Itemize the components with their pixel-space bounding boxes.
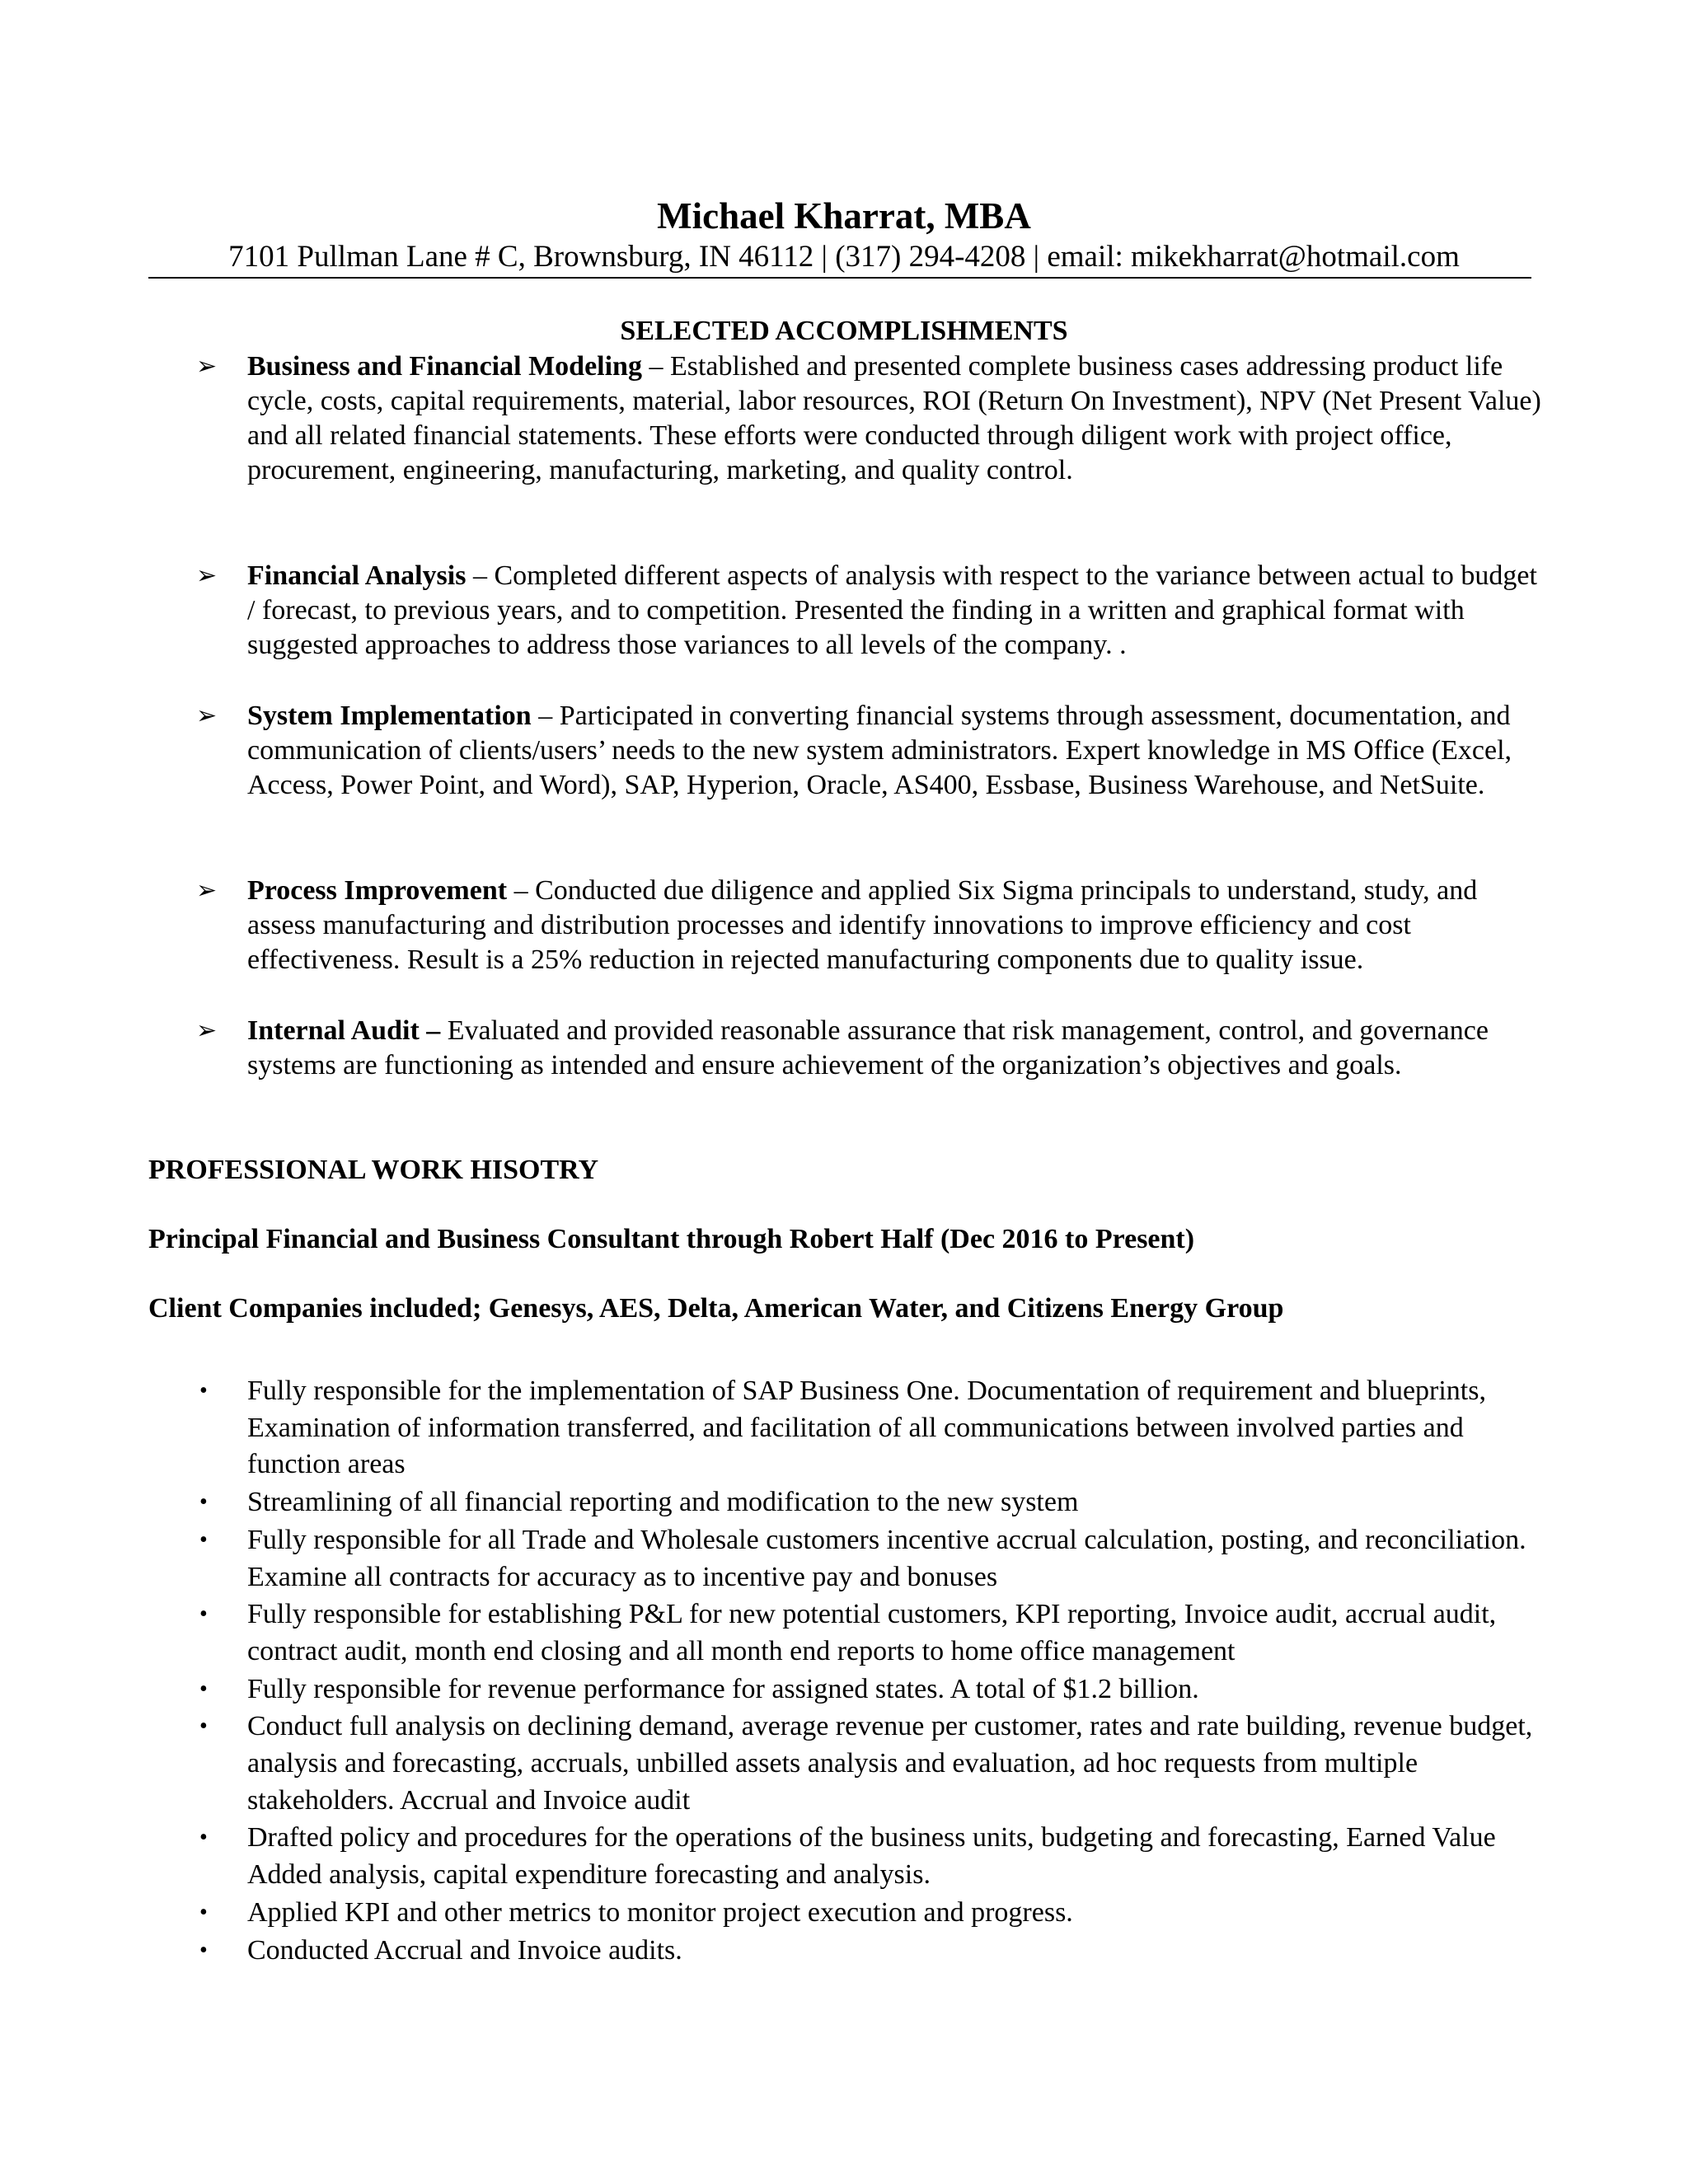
dot-bullet-icon: •: [199, 1601, 208, 1628]
accomplishment-item: [196, 699, 1541, 803]
accomplishment-text: Evaluated and provided reasonable assurance that risk management, control, and governance systems are functioning as intended and ensure achievement of the organization’s objectives and goals.: [247, 1015, 1489, 1080]
arrow-bullet-icon: ➢: [196, 353, 218, 380]
list-item: • Applied KPI and other metrics to monitor project execution and progress.: [247, 1895, 1541, 1932]
list-item: • Streamlining of all financial reporting and modification to the new system: [247, 1484, 1541, 1521]
work-bullet-list: [199, 1373, 1541, 1970]
arrow-bullet-icon: ➢: [196, 1017, 218, 1044]
accomplishment-item: [196, 1014, 1541, 1083]
accomplishment-text: – Completed different aspects of analysis with respect to the variance between actual to budget / forecast, to previous years, and to competition. Presented the finding in a written and graphical format with suggested approaches to address those variances to all levels of the company. .: [247, 560, 1537, 660]
dot-bullet-icon: •: [199, 1675, 208, 1702]
list-item: • Fully responsible for revenue performance for assigned states. A total of $1.2 billion.: [247, 1671, 1541, 1708]
candidate-name: Michael Kharrat, MBA: [657, 195, 1031, 237]
accomplishment-item: [196, 559, 1541, 663]
accomplishment-text: – Participated in converting financial systems through assessment, documentation, and communication of clients/users’ needs to the new system administrators. Expert knowledge in MS Office (Excel, Access, Power Point, and Word), SAP, Hyperion, Oracle, AS400, Essbase, Business Warehouse, and NetSuite.: [247, 701, 1512, 800]
accomplishment-heading: System Implementation: [247, 701, 532, 731]
accomplishment-heading: Internal Audit –: [247, 1015, 441, 1046]
contact-line: 7101 Pullman Lane # C, Brownsburg, IN 46112 | (317) 294-4208 | email: mikekharrat@hotmail.com: [228, 240, 1460, 274]
arrow-bullet-icon: ➢: [196, 562, 218, 589]
dot-bullet-icon: •: [199, 1937, 208, 1963]
list-item: • Fully responsible for all Trade and Wholesale customers incentive accrual calculation, posting, and reconciliation. Examine all contracts for accuracy as to incentive pay and bonuses: [247, 1522, 1541, 1596]
arrow-bullet-icon: ➢: [196, 877, 218, 904]
accomplishment-heading: Financial Analysis: [247, 560, 467, 591]
dot-bullet-icon: •: [199, 1489, 208, 1516]
accomplishment-heading: Business and Financial Modeling: [247, 351, 642, 382]
dot-bullet-icon: •: [199, 1526, 208, 1553]
accomplishment-heading: Process Improvement: [247, 875, 508, 906]
accomplishment-item: [196, 874, 1541, 977]
header-divider: [148, 277, 1531, 279]
dot-bullet-icon: •: [199, 1825, 208, 1851]
client-companies: Client Companies included; Genesys, AES, Delta, American Water, and Citizens Energy Group: [148, 1293, 1284, 1324]
position-title: Principal Financial and Business Consultant through Robert Half (Dec 2016 to Present): [148, 1224, 1195, 1254]
dot-bullet-icon: •: [199, 1713, 208, 1740]
dot-bullet-icon: •: [199, 1899, 208, 1925]
arrow-bullet-icon: ➢: [196, 702, 218, 729]
list-item: • Drafted policy and procedures for the operations of the business units, budgeting and forecasting, Earned Value Added analysis, capital expenditure forecasting and analysis.: [247, 1820, 1541, 1893]
list-item: • Fully responsible for establishing P&L for new potential customers, KPI reporting, Invoice audit, accrual audit, contract audit, month end closing and all month end reports to home office management: [247, 1596, 1541, 1670]
list-item: • Fully responsible for the implementation of SAP Business One. Documentation of requirement and blueprints, Examination of information transferred, and facilitation of all communications between involved parties and function areas: [247, 1373, 1541, 1483]
list-item: • Conduct full analysis on declining demand, average revenue per customer, rates and rate building, revenue budget, analysis and forecasting, accruals, unbilled assets analysis and evaluation, ad hoc requests from multiple stakeholders. Accrual and Invoice audit: [247, 1708, 1541, 1819]
accomplishment-text: – Established and presented complete business cases addressing product life cycle, costs, capital requirements, material, labor resources, ROI (Return On Investment), NPV (Net Present Value) and all related financial statements. These efforts were conducted through diligent work with project office, procurement, engineering, manufacturing, marketing, and quality control.: [247, 351, 1541, 485]
dot-bullet-icon: •: [199, 1378, 208, 1404]
accomplishment-text: – Conducted due diligence and applied Six Sigma principals to understand, study, and assess manufacturing and distribution processes and identify innovations to improve efficiency and cost effectiveness. Result is a 25% reduction in rejected manufacturing components due to quality issue.: [247, 875, 1478, 975]
list-item: • Conducted Accrual and Invoice audits.: [247, 1933, 1541, 1970]
accomplishments-title: SELECTED ACCOMPLISHMENTS: [620, 316, 1068, 346]
work-history-title: PROFESSIONAL WORK HISOTRY: [148, 1155, 599, 1185]
accomplishment-item: [196, 349, 1541, 488]
